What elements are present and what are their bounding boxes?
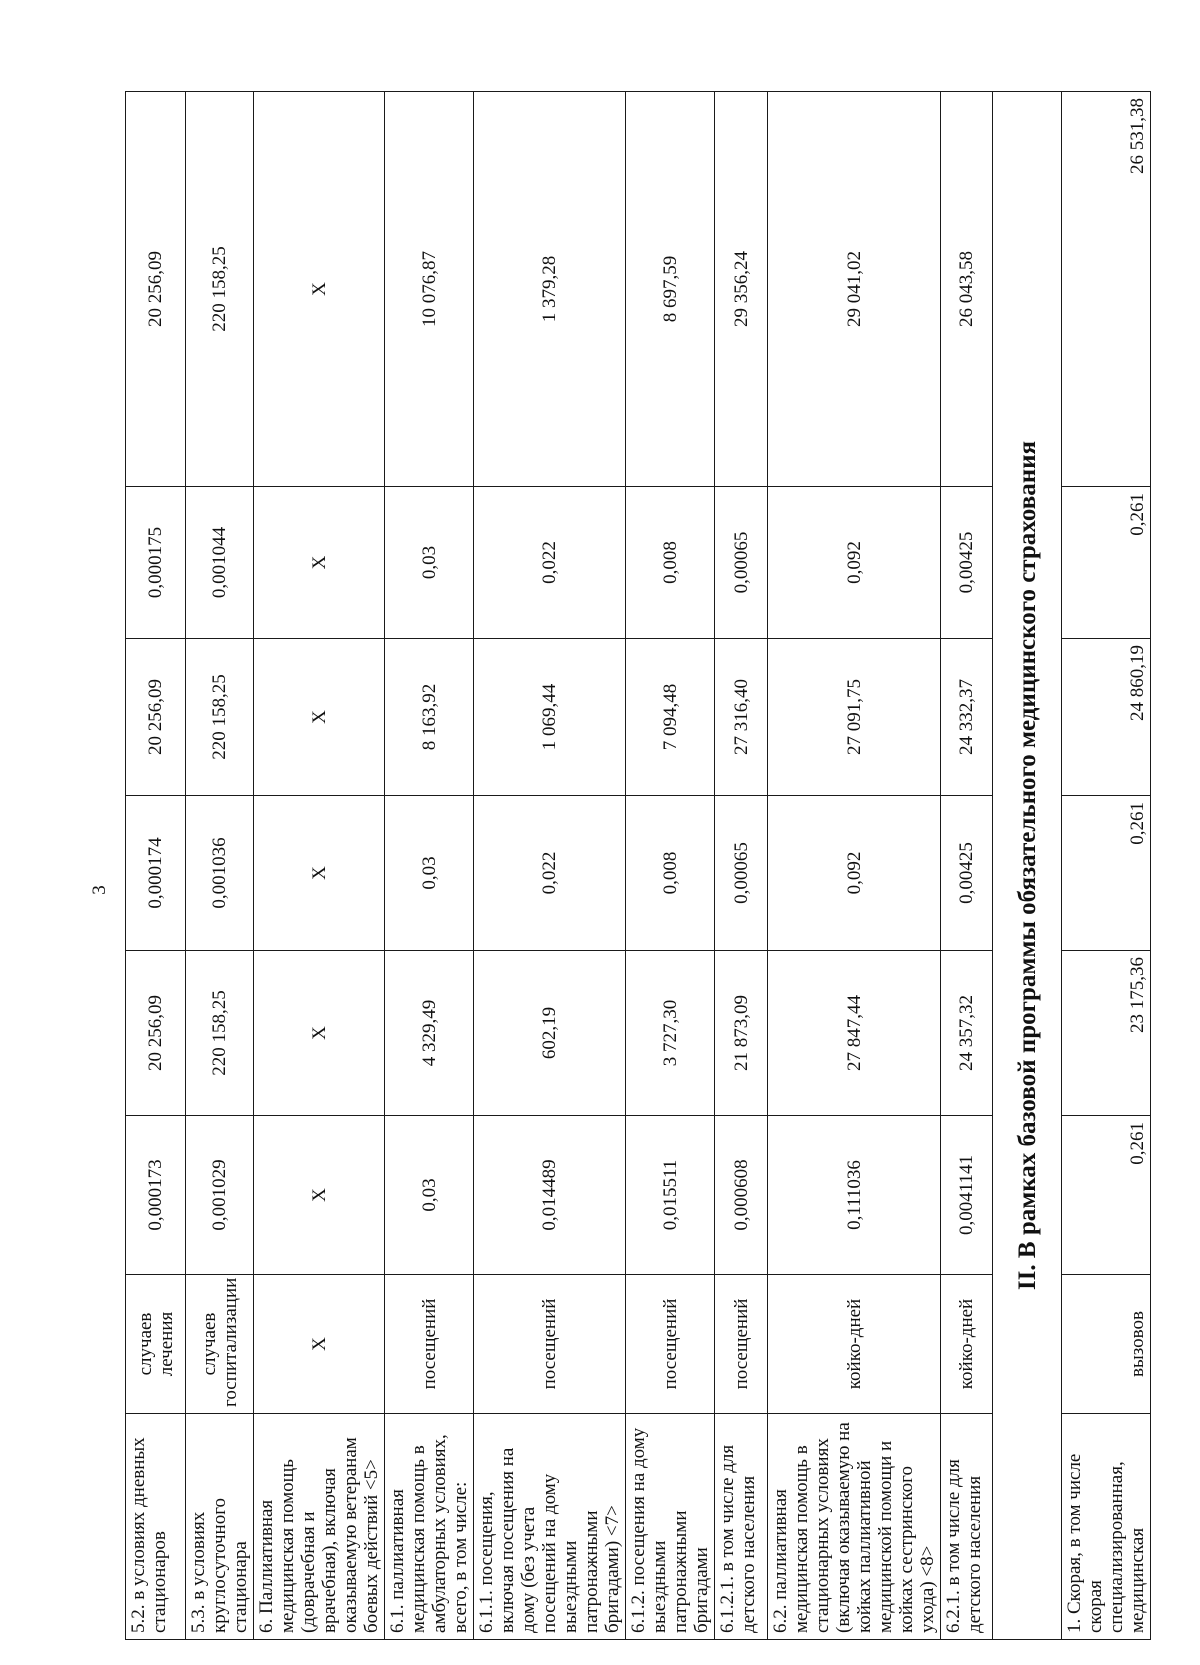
cell-value: 0,03 (385, 796, 474, 951)
cell-value: 602,19 (474, 951, 626, 1116)
row-unit: X (254, 1275, 385, 1414)
cell-value: 0,03 (385, 487, 474, 639)
cell-value: 7 094,48 (626, 639, 715, 796)
cell-value: 3 727,30 (626, 951, 715, 1116)
cell-value: X (254, 487, 385, 639)
cell-value: 220 158,25 (186, 639, 254, 796)
cell-value: 0,022 (474, 487, 626, 639)
cell-value: 0,092 (768, 487, 941, 639)
table-row (626, 92, 715, 1640)
page-number: 3 (89, 885, 110, 895)
cell-value: X (254, 1116, 385, 1275)
cell-value: 220 158,25 (186, 951, 254, 1116)
table-row (385, 92, 474, 1640)
cell-value: 0,001029 (186, 1116, 254, 1275)
row-name: 5.3. в условиях круглосуточного стационара (186, 1414, 254, 1640)
cell-value: 0,000175 (126, 487, 186, 639)
cell-value: 20 256,09 (126, 639, 186, 796)
table-row (768, 92, 941, 1640)
row-name: 6.2.1. в том числе для детского населения (941, 1414, 993, 1640)
cell-value: 220 158,25 (186, 92, 254, 487)
row-name: 1. Скорая, в том числе скорая специализированная, медицинская (1062, 1414, 1151, 1640)
section-heading: II. В рамках базовой программы обязательного медицинского страхования (993, 92, 1062, 1640)
cell-value: 27 316,40 (715, 639, 768, 796)
row-name: 6.1.1. посещения, включая посещения на дому (без учета посещений на дому выездными патронажными бригадами) <7> (474, 1414, 626, 1640)
cell-value: 20 256,09 (126, 92, 186, 487)
cell-value: 0,0041141 (941, 1116, 993, 1275)
row-unit: случаев лечения (126, 1275, 186, 1414)
cell-value: 0,001036 (186, 796, 254, 951)
cell-value: 29 356,24 (715, 92, 768, 487)
cell-value: 0,261 (1062, 1116, 1151, 1275)
cell-value: 10 076,87 (385, 92, 474, 487)
cell-value: 0,00065 (715, 796, 768, 951)
cell-value: 1 379,28 (474, 92, 626, 487)
cell-value: 8 697,59 (626, 92, 715, 487)
cell-value: 21 873,09 (715, 951, 768, 1116)
cell-value: 26 531,38 (1062, 92, 1151, 487)
cell-value: 24 357,32 (941, 951, 993, 1116)
cell-value: 26 043,58 (941, 92, 993, 487)
table-row (715, 92, 768, 1640)
cell-value: 24 332,37 (941, 639, 993, 796)
cell-value: X (254, 92, 385, 487)
cell-value: 0,008 (626, 487, 715, 639)
row-unit: койко-дней (941, 1275, 993, 1414)
cell-value: 29 041,02 (768, 92, 941, 487)
table-row (254, 92, 385, 1640)
table-row (941, 92, 993, 1640)
cell-value: 0,00425 (941, 487, 993, 639)
cell-value: X (254, 951, 385, 1116)
cell-value: 4 329,49 (385, 951, 474, 1116)
cell-value: 27 091,75 (768, 639, 941, 796)
rotated-table-wrapper (125, 92, 1148, 1640)
row-unit: посещений (385, 1275, 474, 1414)
table-row (474, 92, 626, 1640)
cell-value: 0,111036 (768, 1116, 941, 1275)
cell-value: 0,014489 (474, 1116, 626, 1275)
cell-value: 0,092 (768, 796, 941, 951)
row-name: 6.1. паллиативная медицинская помощь в амбулаторных условиях, всего, в том числе: (385, 1414, 474, 1640)
row-unit: вызовов (1062, 1275, 1151, 1414)
cell-value: 23 175,36 (1062, 951, 1151, 1116)
row-unit: посещений (626, 1275, 715, 1414)
cell-value: X (254, 639, 385, 796)
table-row (126, 92, 186, 1640)
cell-value: 0,00425 (941, 796, 993, 951)
cell-value: 0,00065 (715, 487, 768, 639)
cell-value: 0,261 (1062, 487, 1151, 639)
cell-value: X (254, 796, 385, 951)
cell-value: 20 256,09 (126, 951, 186, 1116)
cell-value: 0,03 (385, 1116, 474, 1275)
row-unit: случаев госпитализации (186, 1275, 254, 1414)
section-row (993, 92, 1062, 1640)
row-name: 6.1.2. посещения на дому выездными патронажными бригадами (626, 1414, 715, 1640)
norms-table (125, 91, 1151, 1640)
row-unit: посещений (474, 1275, 626, 1414)
row-unit: койко-дней (768, 1275, 941, 1414)
cell-value: 0,008 (626, 796, 715, 951)
table-row (1062, 92, 1151, 1640)
cell-value: 0,261 (1062, 796, 1151, 951)
cell-value: 0,022 (474, 796, 626, 951)
cell-value: 0,000174 (126, 796, 186, 951)
cell-value: 0,000173 (126, 1116, 186, 1275)
cell-value: 0,000608 (715, 1116, 768, 1275)
table-row (186, 92, 254, 1640)
row-name: 6.2. паллиативная медицинская помощь в стационарных условиях (включая оказываемую на койках паллиативной медицинской помощи и койках сестринского ухода) <8> (768, 1414, 941, 1640)
row-unit: посещений (715, 1275, 768, 1414)
cell-value: 1 069,44 (474, 639, 626, 796)
cell-value: 24 860,19 (1062, 639, 1151, 796)
cell-value: 8 163,92 (385, 639, 474, 796)
row-name: 6.1.2.1. в том числе для детского населения (715, 1414, 768, 1640)
cell-value: 0,015511 (626, 1116, 715, 1275)
cell-value: 27 847,44 (768, 951, 941, 1116)
cell-value: 0,001044 (186, 487, 254, 639)
row-name: 6. Паллиативная медицинская помощь (доврачебная и врачебная), включая оказываемую ветеранам боевых действий <5> (254, 1414, 385, 1640)
row-name: 5.2. в условиях дневных стационаров (126, 1414, 186, 1640)
